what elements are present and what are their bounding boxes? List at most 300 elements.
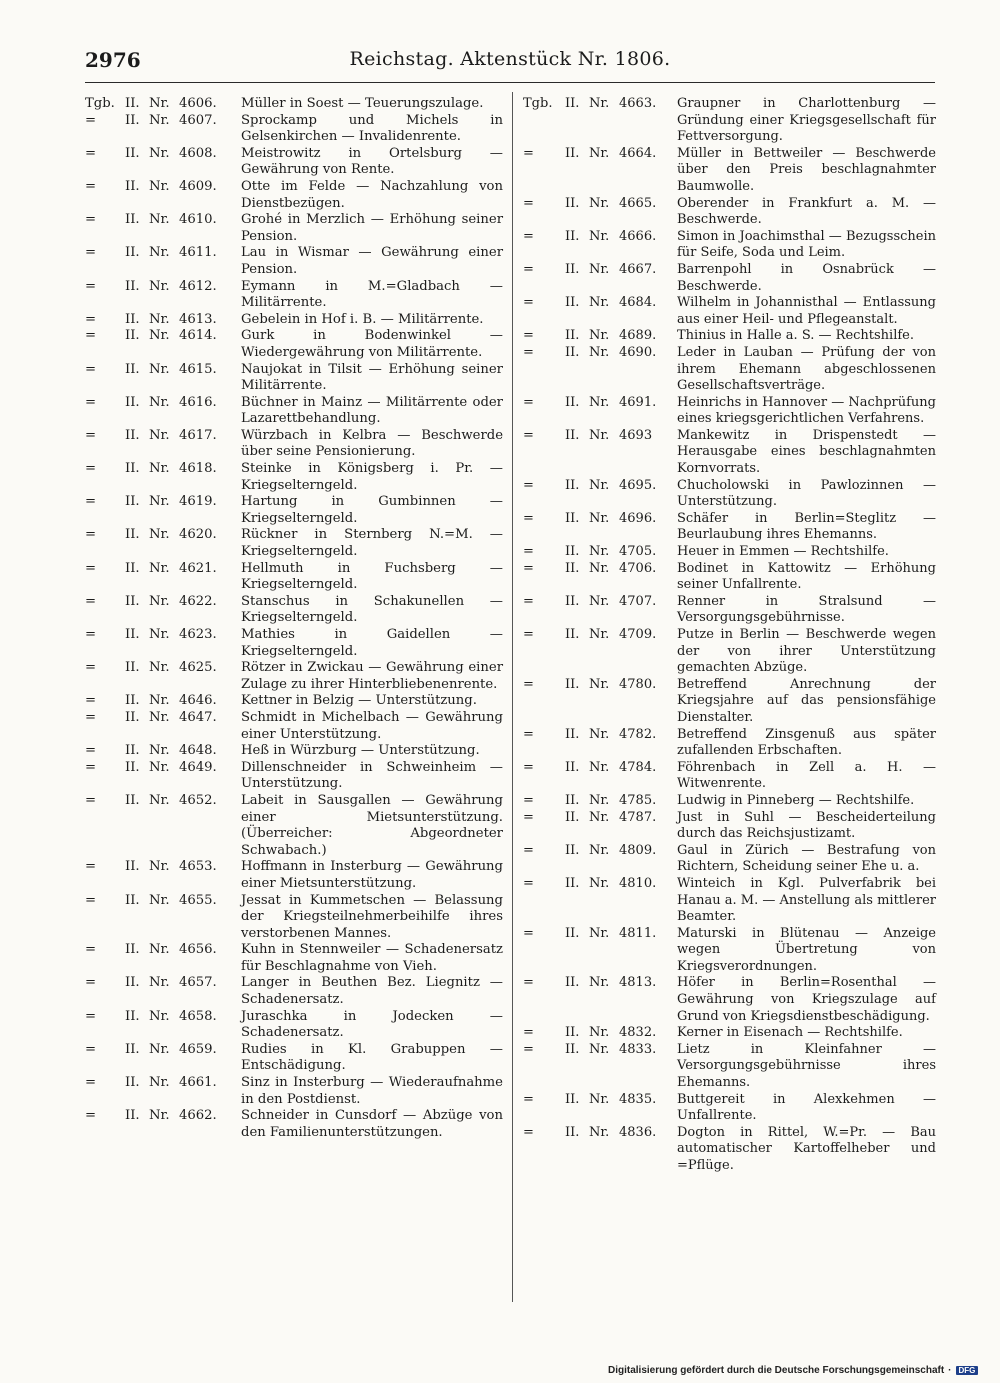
entry-prefix: =	[523, 925, 534, 941]
entry-number: 4782.	[619, 726, 657, 742]
entry-description: Schäfer in Berlin=Steglitz — Beurlaubung ihres Ehemanns.	[677, 510, 936, 543]
entry-series: II.	[565, 925, 580, 941]
petition-entry	[85, 179, 503, 212]
entry-reference	[85, 312, 241, 329]
left-column	[85, 96, 503, 1141]
entry-number: 4707.	[619, 593, 657, 609]
petition-entry	[85, 113, 503, 146]
entry-series: II.	[125, 892, 140, 908]
entry-series: II.	[125, 709, 140, 725]
entry-nr-label: Nr.	[589, 842, 610, 858]
entry-reference	[523, 810, 677, 827]
entry-series: II.	[565, 228, 580, 244]
entry-description: Hoffmann in Insterburg — Gewährung einer Mietsunterstützung.	[241, 859, 503, 891]
header-rule	[85, 82, 935, 83]
entry-number: 4684.	[619, 295, 657, 311]
entry-nr-label: Nr.	[149, 112, 170, 128]
entry-nr-label: Nr.	[589, 1091, 610, 1107]
entry-nr-label: Nr.	[589, 975, 610, 991]
entry-number: 4784.	[619, 759, 657, 775]
entry-reference	[523, 627, 677, 644]
petition-entry	[85, 279, 503, 312]
petition-entry	[85, 328, 503, 361]
entry-prefix: =	[85, 560, 97, 576]
entry-number: 4618.	[179, 461, 217, 477]
entry-description: Gurk in Bodenwinkel — Wiedergewährung von Militärrente.	[241, 328, 503, 360]
entry-prefix: =	[523, 809, 534, 825]
entry-prefix: =	[523, 228, 534, 244]
page-number: 2976	[85, 48, 141, 72]
entry-number: 4649.	[179, 759, 217, 775]
petition-entry	[523, 395, 936, 428]
entry-number: 4657.	[179, 975, 217, 991]
petition-entry	[523, 146, 936, 196]
entry-prefix: =	[85, 245, 97, 261]
petition-entry	[523, 1025, 936, 1042]
petition-entry	[523, 727, 936, 760]
entry-reference	[523, 1025, 677, 1042]
entry-description: Dillenschneider in Schweinheim — Unterstützung.	[241, 759, 503, 792]
entry-reference	[523, 594, 677, 611]
entry-reference	[85, 245, 241, 262]
entry-number: 4609.	[179, 178, 217, 194]
entry-series: II.	[125, 96, 140, 111]
right-column	[523, 96, 936, 1175]
entry-nr-label: Nr.	[149, 1008, 170, 1024]
entry-series: II.	[125, 212, 140, 228]
petition-entry	[523, 1042, 936, 1092]
petition-entry	[85, 146, 503, 179]
entry-prefix: =	[85, 975, 97, 991]
entry-nr-label: Nr.	[589, 676, 610, 692]
entry-series: II.	[565, 328, 580, 344]
entry-prefix: =	[85, 145, 97, 161]
entry-description: Kettner in Belzig — Unterstützung.	[241, 693, 477, 709]
entry-number: 4623.	[179, 627, 217, 642]
entry-description: Jessat in Kummetschen — Belassung der Kriegsteilnehmerbeihilfe ihres verstorbenen Mannes.	[241, 892, 503, 941]
petition-entry	[523, 1125, 936, 1175]
entry-prefix: =	[523, 627, 534, 642]
entry-prefix: =	[85, 178, 97, 194]
entry-number: 4832.	[619, 1025, 657, 1041]
petition-entry	[523, 262, 936, 295]
petition-entry	[523, 627, 936, 677]
entry-number: 4608.	[179, 145, 217, 161]
entry-nr-label: Nr.	[589, 427, 610, 443]
entry-description: Ludwig in Pinneberg — Rechtshilfe.	[677, 792, 915, 808]
entry-description: Heß in Würzburg — Unterstützung.	[241, 743, 480, 759]
entry-series: II.	[125, 427, 140, 443]
entry-nr-label: Nr.	[589, 295, 610, 311]
page-header	[85, 48, 935, 80]
entry-reference	[85, 1108, 241, 1125]
entry-reference	[523, 478, 677, 495]
entry-number: 4691.	[619, 394, 657, 410]
entry-nr-label: Nr.	[149, 1108, 170, 1124]
column-divider	[512, 92, 513, 1302]
entry-series: II.	[125, 593, 140, 609]
entry-nr-label: Nr.	[149, 743, 170, 759]
entry-prefix: =	[85, 859, 97, 875]
entry-series: II.	[125, 1108, 140, 1124]
entry-description: Heinrichs in Hannover — Nachprüfung eines kriegsgerichtlichen Verfahrens.	[677, 394, 936, 427]
entry-nr-label: Nr.	[149, 361, 170, 377]
entry-number: 4810.	[619, 875, 657, 891]
entry-series: II.	[565, 1041, 580, 1057]
entry-series: II.	[125, 245, 140, 261]
petition-entry	[85, 793, 503, 859]
entry-reference	[85, 975, 241, 992]
entry-reference	[523, 1125, 677, 1142]
footer: Digitalisierung gefördert durch die Deutsche Forschungsgemeinschaft · DFG	[608, 1365, 978, 1376]
entry-prefix: =	[85, 311, 97, 327]
entry-number: 4652.	[179, 792, 217, 808]
petition-entry	[85, 1042, 503, 1075]
entry-reference	[523, 345, 677, 362]
entry-number: 4646.	[179, 693, 217, 709]
entry-series: II.	[565, 1124, 580, 1140]
entry-description: Mathies in Gaidellen — Kriegselterngeld.	[241, 627, 503, 659]
entry-reference	[523, 677, 677, 694]
entry-description: Schmidt in Michelbach — Gewährung einer Unterstützung.	[241, 709, 503, 742]
petition-entry	[85, 743, 503, 760]
entry-description: Büchner in Mainz — Militärrente oder Lazarettbehandlung.	[241, 394, 503, 427]
entry-description: Wilhelm in Johannisthal — Entlassung aus einer Heil- und Pflegeanstalt.	[677, 295, 936, 327]
entry-number: 4696.	[619, 510, 657, 526]
entry-series: II.	[125, 461, 140, 477]
entry-series: II.	[125, 178, 140, 194]
entry-prefix: =	[523, 510, 534, 526]
entry-nr-label: Nr.	[149, 859, 170, 875]
entry-reference	[85, 893, 241, 910]
entry-prefix: =	[85, 212, 97, 228]
entry-reference	[85, 527, 241, 544]
entry-series: II.	[565, 394, 580, 410]
entry-prefix: =	[523, 1025, 534, 1041]
entry-nr-label: Nr.	[589, 96, 610, 111]
entry-number: 4667.	[619, 261, 657, 277]
entry-description: Müller in Soest — Teuerungszulage.	[241, 96, 484, 111]
entry-reference	[523, 511, 677, 528]
entry-reference	[85, 113, 241, 130]
entry-nr-label: Nr.	[589, 145, 610, 161]
petition-entry	[85, 1075, 503, 1108]
entry-prefix: =	[85, 1108, 97, 1124]
entry-reference	[85, 942, 241, 959]
entry-series: II.	[565, 510, 580, 526]
entry-series: II.	[125, 660, 140, 676]
entry-description: Naujokat in Tilsit — Erhöhung seiner Militärrente.	[241, 361, 503, 394]
entry-reference	[523, 428, 677, 445]
entry-prefix: =	[85, 461, 97, 477]
entry-nr-label: Nr.	[589, 1124, 610, 1140]
entry-description: Otte im Felde — Nachzahlung von Dienstbezügen.	[241, 178, 503, 211]
entry-nr-label: Nr.	[149, 527, 170, 543]
entry-prefix: =	[523, 261, 534, 277]
entry-prefix: =	[85, 942, 97, 958]
entry-series: II.	[125, 361, 140, 377]
entry-series: II.	[565, 295, 580, 311]
entry-reference	[523, 229, 677, 246]
entry-number: 4836.	[619, 1124, 657, 1140]
entry-description: Schneider in Cunsdorf — Abzüge von den Familienunterstützungen.	[241, 1108, 503, 1140]
entry-nr-label: Nr.	[589, 1025, 610, 1041]
petition-entry	[85, 96, 503, 113]
entry-prefix: =	[523, 544, 534, 560]
entry-description: Just in Suhl — Bescheiderteilung durch das Reichsjustizamt.	[677, 809, 936, 842]
entry-series: II.	[565, 145, 580, 161]
entry-prefix: =	[523, 875, 534, 891]
entry-nr-label: Nr.	[149, 759, 170, 775]
entry-description: Thinius in Halle a. S. — Rechtshilfe.	[677, 328, 915, 344]
entry-nr-label: Nr.	[149, 792, 170, 808]
entry-description: Oberender in Frankfurt a. M. — Beschwerde.	[677, 195, 936, 228]
petition-entry	[523, 810, 936, 843]
entry-description: Dogton in Rittel, W.=Pr. — Bau automatischer Kartoffelheber und =Pflüge.	[677, 1124, 936, 1173]
entry-nr-label: Nr.	[149, 212, 170, 228]
entry-nr-label: Nr.	[589, 195, 610, 211]
entry-reference	[523, 146, 677, 163]
entry-reference	[523, 926, 677, 943]
entry-reference	[523, 1042, 677, 1059]
entry-description: Leder in Lauban — Prüfung der von ihrem Ehemann abgeschlossenen Gesellschaftsverträge.	[677, 344, 936, 394]
entry-number: 4619.	[179, 494, 217, 510]
entry-nr-label: Nr.	[589, 477, 610, 493]
entry-description: Sprockamp und Michels in Gelsenkirchen — Invalidenrente.	[241, 112, 503, 145]
petition-entry	[523, 926, 936, 976]
entry-description: Maturski in Blütenau — Anzeige wegen Übertretung von Kriegsverordnungen.	[677, 925, 936, 974]
entry-reference	[523, 1092, 677, 1109]
entry-series: II.	[125, 1075, 140, 1091]
petition-entry	[85, 942, 503, 975]
petition-entry	[85, 760, 503, 793]
entry-prefix: =	[523, 328, 534, 344]
entry-nr-label: Nr.	[589, 593, 610, 609]
entry-prefix: =	[85, 892, 97, 908]
entry-reference	[85, 1075, 241, 1092]
entry-description: Müller in Bettweiler — Beschwerde über den Preis beschlagnahmter Baumwolle.	[677, 145, 936, 194]
entry-prefix: =	[523, 726, 534, 742]
petition-entry	[523, 793, 936, 810]
entry-reference	[85, 395, 241, 412]
entry-nr-label: Nr.	[589, 875, 610, 891]
entry-number: 4665.	[619, 195, 657, 211]
entry-reference	[85, 146, 241, 163]
entry-description: Lietz in Kleinfahner — Versorgungsgebührnisse ihres Ehemanns.	[677, 1041, 936, 1091]
entry-number: 4706.	[619, 560, 657, 576]
petition-entry	[85, 1009, 503, 1042]
entry-reference	[523, 876, 677, 893]
entry-prefix: =	[85, 627, 97, 642]
petition-entry	[523, 345, 936, 395]
entry-number: 4695.	[619, 477, 657, 493]
entry-description: Betreffend Zinsgenuß aus später zufallenden Erbschaften.	[677, 726, 936, 759]
entry-description: Rötzer in Zwickau — Gewährung einer Zulage zu ihrer Hinterbliebenenrente.	[241, 660, 503, 692]
entry-number: 4615.	[179, 361, 217, 377]
entry-series: II.	[565, 975, 580, 991]
entry-number: 4833.	[619, 1041, 657, 1057]
entry-number: 4785.	[619, 792, 657, 808]
entry-description: Steinke in Königsberg i. Pr. — Kriegselterngeld.	[241, 461, 503, 493]
entry-number: 4612.	[179, 278, 217, 294]
petition-entry	[523, 843, 936, 876]
entry-nr-label: Nr.	[149, 494, 170, 510]
entry-nr-label: Nr.	[589, 792, 610, 808]
entry-nr-label: Nr.	[589, 759, 610, 775]
entry-description: Höfer in Berlin=Rosenthal — Gewährung von Kriegszulage auf Grund von Kriegsdienstbeschädigung.	[677, 975, 936, 1024]
entry-nr-label: Nr.	[149, 693, 170, 709]
entry-nr-label: Nr.	[149, 975, 170, 991]
entry-series: II.	[125, 975, 140, 991]
petition-entry	[85, 1108, 503, 1141]
entry-prefix: =	[523, 975, 534, 991]
entry-number: 4690.	[619, 344, 657, 360]
petition-entry	[523, 328, 936, 345]
entry-number: 4647.	[179, 709, 217, 725]
entry-number: 4655.	[179, 892, 217, 908]
petition-entry	[85, 710, 503, 743]
entry-description: Föhrenbach in Zell a. H. — Witwenrente.	[677, 759, 936, 792]
entry-reference	[523, 544, 677, 561]
entry-reference	[85, 328, 241, 345]
entry-prefix: =	[85, 759, 97, 775]
entry-prefix: =	[523, 427, 534, 443]
entry-number: 4648.	[179, 743, 217, 759]
petition-entry	[523, 511, 936, 544]
entry-nr-label: Nr.	[589, 228, 610, 244]
entry-reference	[85, 96, 241, 113]
petition-entry	[523, 1092, 936, 1125]
entry-nr-label: Nr.	[589, 925, 610, 941]
entry-reference	[85, 660, 241, 677]
entry-number: 4658.	[179, 1008, 217, 1024]
entry-nr-label: Nr.	[149, 245, 170, 261]
entry-prefix: Tgb.	[523, 96, 553, 111]
entry-nr-label: Nr.	[589, 394, 610, 410]
entry-description: Barrenpohl in Osnabrück — Beschwerde.	[677, 261, 936, 294]
petition-entry	[85, 527, 503, 560]
entry-prefix: =	[523, 842, 534, 858]
entry-nr-label: Nr.	[149, 145, 170, 161]
petition-entry	[85, 212, 503, 245]
entry-number: 4616.	[179, 394, 217, 410]
entry-number: 4661.	[179, 1075, 217, 1091]
entry-reference	[523, 843, 677, 860]
entry-reference	[523, 395, 677, 412]
entry-series: II.	[125, 792, 140, 808]
petition-entry	[523, 677, 936, 727]
entry-series: II.	[565, 809, 580, 825]
entry-description: Würzbach in Kelbra — Beschwerde über seine Pensionierung.	[241, 427, 503, 460]
entry-series: II.	[565, 759, 580, 775]
entry-series: II.	[125, 1041, 140, 1057]
entry-description: Grohé in Merzlich — Erhöhung seiner Pension.	[241, 212, 503, 244]
entry-description: Graupner in Charlottenburg — Gründung einer Kriegsgesellschaft für Fettversorgung.	[677, 96, 936, 145]
entry-reference	[85, 461, 241, 478]
entry-nr-label: Nr.	[149, 1041, 170, 1057]
entry-prefix: =	[523, 593, 534, 609]
entry-reference	[85, 693, 241, 710]
entry-series: II.	[125, 743, 140, 759]
entry-prefix: =	[85, 494, 97, 510]
entry-nr-label: Nr.	[149, 278, 170, 294]
entry-nr-label: Nr.	[589, 627, 610, 642]
entry-prefix: =	[85, 593, 97, 609]
entry-prefix: =	[85, 709, 97, 725]
entry-prefix: =	[523, 195, 534, 211]
entry-series: II.	[565, 842, 580, 858]
entry-description: Stanschus in Schakunellen — Kriegselterngeld.	[241, 593, 503, 626]
entry-description: Hartung in Gumbinnen — Kriegselterngeld.	[241, 494, 503, 526]
entry-nr-label: Nr.	[149, 461, 170, 477]
entry-description: Hellmuth in Fuchsberg — Kriegselterngeld.	[241, 560, 503, 593]
entry-prefix: =	[85, 1041, 97, 1057]
entry-nr-label: Nr.	[589, 726, 610, 742]
entry-reference	[523, 561, 677, 578]
entry-series: II.	[125, 1008, 140, 1024]
entry-prefix: =	[85, 660, 97, 676]
entry-description: Renner in Stralsund — Versorgungsgebührnisse.	[677, 593, 936, 626]
entry-nr-label: Nr.	[589, 510, 610, 526]
entry-reference	[523, 295, 677, 312]
entry-description: Kerner in Eisenach — Rechtshilfe.	[677, 1025, 903, 1041]
entry-number: 4662.	[179, 1108, 217, 1124]
entry-series: II.	[125, 527, 140, 543]
entry-nr-label: Nr.	[589, 560, 610, 576]
entry-number: 4809.	[619, 842, 657, 858]
entry-reference	[85, 743, 241, 760]
entry-series: II.	[125, 759, 140, 775]
entry-series: II.	[125, 394, 140, 410]
entry-reference	[85, 1009, 241, 1026]
entry-reference	[85, 279, 241, 296]
entry-prefix: =	[85, 1075, 97, 1091]
entry-number: 4621.	[179, 560, 217, 576]
entry-series: II.	[565, 477, 580, 493]
entry-number: 4659.	[179, 1041, 217, 1057]
entry-series: II.	[565, 261, 580, 277]
entry-number: 4622.	[179, 593, 217, 609]
petition-entry	[523, 561, 936, 594]
petition-entry	[523, 544, 936, 561]
entry-number: 4787.	[619, 809, 657, 825]
entry-prefix: =	[523, 759, 534, 775]
entry-reference	[85, 859, 241, 876]
entry-description: Labeit in Sausgallen — Gewährung einer Mietsunterstützung. (Überreicher: Abgeordneter Schwabach.)	[241, 792, 503, 858]
entry-series: II.	[125, 278, 140, 294]
petition-entry	[523, 295, 936, 328]
entry-series: II.	[565, 676, 580, 692]
petition-entry	[85, 893, 503, 943]
entry-reference	[523, 262, 677, 279]
entry-prefix: =	[85, 427, 97, 443]
petition-entry	[85, 395, 503, 428]
entry-number: 4611.	[179, 245, 217, 261]
entry-reference	[85, 428, 241, 445]
petition-entry	[523, 96, 936, 146]
entry-number: 4689.	[619, 328, 657, 344]
entry-series: II.	[125, 494, 140, 510]
entry-description: Langer in Beuthen Bez. Liegnitz — Schadenersatz.	[241, 975, 503, 1008]
entry-description: Simon in Joachimsthal — Bezugsschein für Seife, Soda und Leim.	[677, 228, 936, 261]
entry-reference	[523, 975, 677, 992]
entry-series: II.	[125, 859, 140, 875]
entry-reference	[523, 328, 677, 345]
entry-number: 4664.	[619, 145, 657, 161]
entry-series: II.	[125, 328, 140, 344]
entry-prefix: =	[85, 112, 97, 128]
entry-number: 4625.	[179, 660, 217, 676]
